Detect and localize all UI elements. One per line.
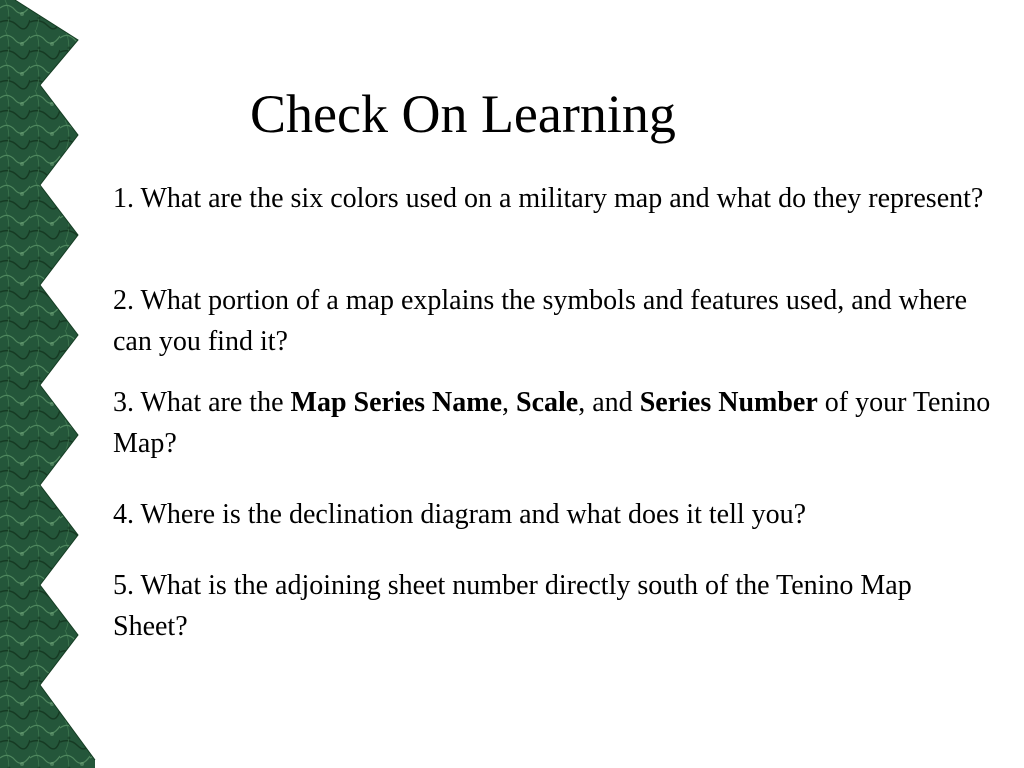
- question-4: 4. Where is the declination diagram and what does it tell you?: [113, 499, 807, 530]
- question-3-prefix: 3. What are the: [113, 387, 291, 418]
- marble-border-decoration: [0, 0, 100, 768]
- question-3-suffix: of your Tenino Map?: [113, 387, 991, 459]
- question-5: 5. What is the adjoining sheet number directly south of the Tenino Map Sheet?: [113, 570, 912, 642]
- question-1: 1. What are the six colors used on a military map and what do they represent?: [113, 183, 984, 214]
- question-3-separator-2: , and: [578, 387, 640, 418]
- map-series-name-bold: Map Series Name: [290, 387, 503, 418]
- question-3-separator-1: ,: [502, 387, 517, 418]
- slide-title: Check On Learning: [250, 84, 676, 144]
- question-3: [113, 382, 993, 464]
- series-number-bold: Series Number: [639, 387, 818, 418]
- scale-bold: Scale: [516, 387, 579, 418]
- question-2: 2. What portion of a map explains the symbols and features used, and where can you find it?: [113, 285, 968, 357]
